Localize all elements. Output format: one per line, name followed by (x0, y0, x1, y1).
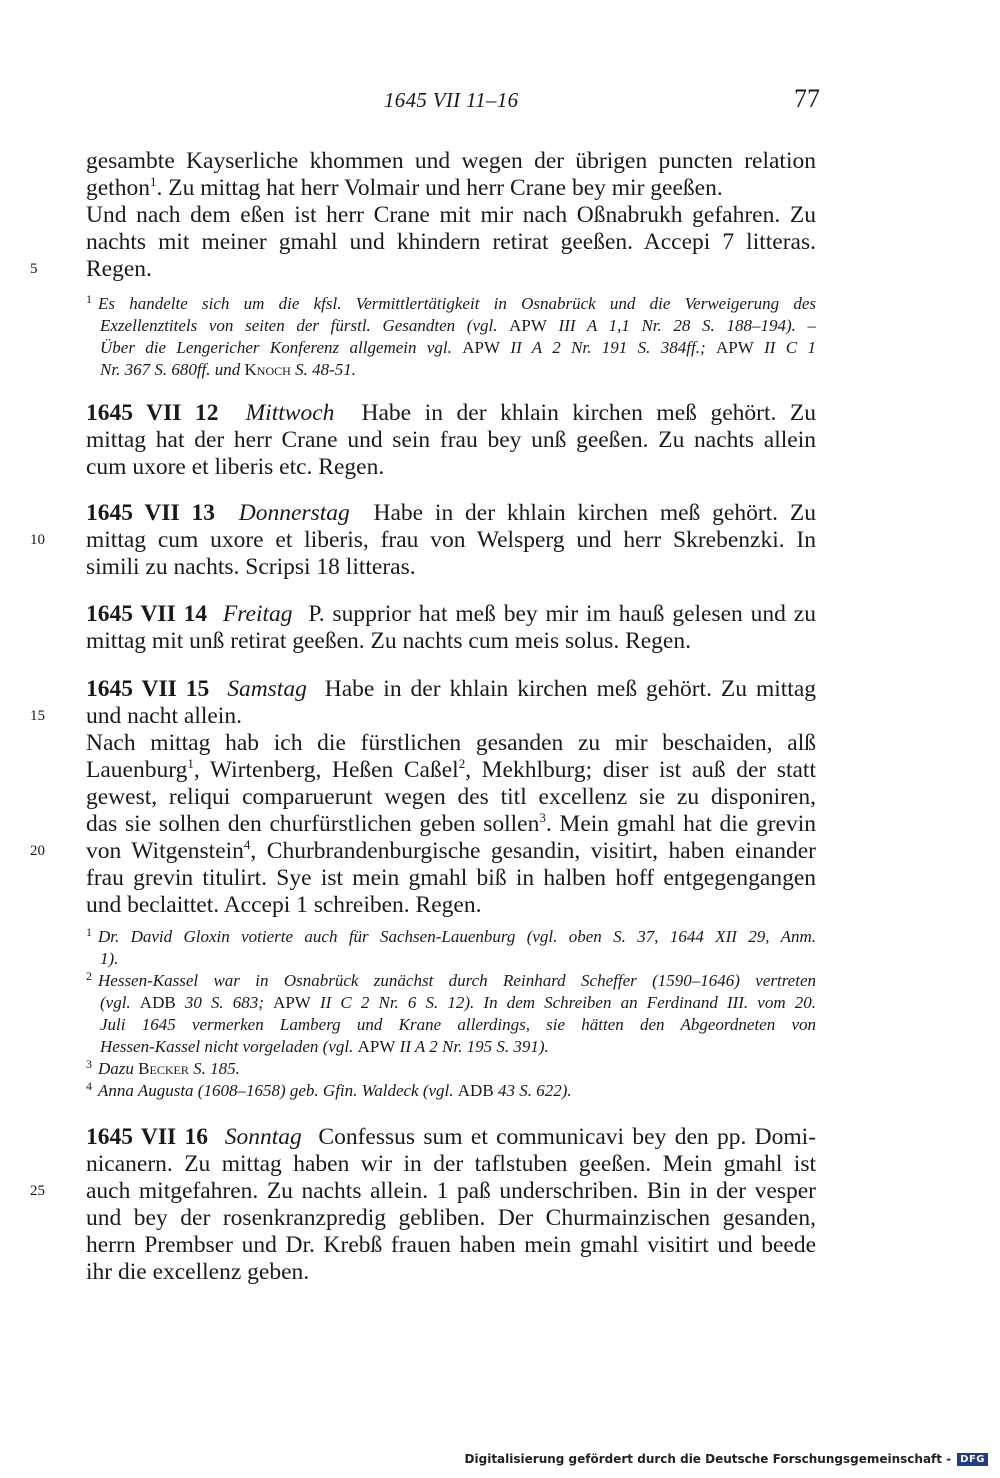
footnote-line: $^1$ Es handelte sich um die kfsl. Vermittlertätigkeit in Osnabrück und die Verweigerung des (86, 292, 816, 313)
entry-heading-line: 1645 VII 15 Samstag Habe in der khlain kirchen meß gehört. Zu mittag (86, 676, 817, 702)
text-line: nicanern. Zu mittag haben wir in der taflstuben geeßen. Mein gmahl ist (86, 1151, 816, 1177)
text-line: Regen. (86, 256, 152, 282)
text-line: ihr die excellenz geben. (86, 1259, 310, 1285)
entry-date: 1645 VII 16 (86, 1124, 209, 1150)
margin-line-number: 20 (30, 843, 45, 859)
text-line: und bey der rosenkranzpredig gebliben. Der Churmainzischen gesanden, (86, 1205, 816, 1231)
footnote-ref: 2 (458, 756, 466, 772)
footnote-line: Juli 1645 vermerken Lamberg und Krane allerdings, sie hätten den Abgeordneten von (100, 1015, 816, 1034)
entry-weekday: Donnerstag (238, 500, 350, 526)
footnote-line: 1). (100, 949, 119, 968)
page-number: 77 (794, 84, 820, 113)
footer-text: Digitalisierung gefördert durch die Deutsche Forschungsgemeinschaft - (464, 1452, 952, 1466)
text-line: gewest, reliqui comparuerunt wegen des titl excellenz sie zu disponiren, (86, 784, 816, 810)
footnote-ref: 1 (187, 756, 194, 772)
footnote-line: Hessen-Kassel nicht vorgeladen (vgl. APW II A 2 Nr. 195 S. 391). (100, 1037, 549, 1056)
text-line: Und nach dem eßen ist herr Crane mit mir nach Oßnabrukh gefahren. Zu (86, 202, 816, 228)
text-line: mittag hat der herr Crane und sein frau bey unß geeßen. Zu nachts allein (86, 427, 816, 453)
footnote-line: $^1$ Dr. David Gloxin votierte auch für Sachsen-Lauenburg (vgl. oben S. 37, 1644 XII 29, Anm. (86, 925, 816, 946)
margin-line-number: 10 (30, 532, 45, 548)
text-line: herrn Prembser und Dr. Krebß frauen haben mein gmahl visitirt und beede (86, 1232, 816, 1258)
text-line: auch mitgefahren. Zu nachts allein. 1 paß underschriben. Bin in der vesper (86, 1178, 816, 1204)
running-head: 1645 VII 11–16 (384, 88, 519, 112)
footnote-line: (vgl. ADB 30 S. 683; APW II C 2 Nr. 6 S. 12). In dem Schreiben an Ferdinand III. vom 20. (100, 993, 816, 1012)
footnote-line: Nr. 367 S. 680ff. und Knoch S. 48-51. (100, 360, 356, 379)
text-line: gesambte Kayserliche khommen und wegen der übrigen puncten relation (86, 148, 816, 174)
entry-heading-line: 1645 VII 12 Mittwoch Habe in der khlain kirchen meß gehört. Zu (86, 400, 817, 426)
entry-date: 1645 VII 14 (86, 601, 208, 627)
footnote-line: $^2$ Hessen-Kassel war in Osnabrück zunächst durch Reinhard Scheffer (1590–1646) vertreten (86, 969, 816, 990)
footnote-line: $^4$ Anna Augusta (1608–1658) geb. Gfin. Waldeck (vgl. ADB 43 S. 622). (86, 1079, 572, 1100)
entry-weekday: Freitag (222, 601, 293, 627)
footnote-line: Exzellenztitels von seiten der fürstl. Gesandten (vgl. APW III A 1,1 Nr. 28 S. 188–194). – (100, 316, 816, 335)
margin-line-number: 25 (30, 1183, 45, 1199)
text-line: von Witgenstein$^4$, Churbrandenburgische gesandin, visitirt, haben einander (86, 837, 816, 864)
margin-line-number: 5 (30, 261, 38, 277)
text-line: das sie solhen den churfürstlichen geben sollen$^3$. Mein gmahl hat die grevin (86, 810, 816, 837)
text-line: simili zu nachts. Scripsi 18 litteras. (86, 554, 416, 580)
entry-weekday: Mittwoch (245, 400, 335, 426)
text-line: mittag mit unß retirat geeßen. Zu nachts cum meis solus. Regen. (86, 628, 691, 654)
text-line: nachts mit meiner gmahl und khindern retirat geeßen. Accepi 7 litteras. (86, 229, 816, 255)
entry-heading-line: 1645 VII 16 Sonntag Confessus sum et communicavi bey den pp. Domi- (86, 1124, 817, 1150)
digitization-footer (465, 1452, 988, 1466)
text-line: frau grevin titulirt. Sye ist mein gmahl biß in halben hoff entgegengangen (86, 865, 816, 891)
text-line: Lauenburg$^1$, Wirtenberg, Heßen Caßel$^2$, Mekhlburg; diser ist auß der statt (86, 756, 816, 783)
entry-weekday: Samstag (227, 676, 307, 702)
entry-weekday: Sonntag (224, 1124, 302, 1150)
dfg-logo: DFG (957, 1453, 988, 1466)
entry-date: 1645 VII 15 (86, 676, 210, 702)
entry-heading-line: 1645 VII 13 Donnerstag Habe in der khlain kirchen meß gehört. Zu (86, 500, 817, 526)
text-line: und beclaittet. Accepi 1 schreiben. Regen. (86, 892, 482, 918)
footnote-ref: 3 (539, 810, 546, 826)
footnote-line: $^3$ Dazu Becker S. 185. (86, 1057, 240, 1078)
entry-date: 1645 VII 13 (86, 500, 216, 526)
margin-line-number: 15 (30, 708, 45, 724)
text-line: gethon$^1$. Zu mittag hat herr Volmair und herr Crane bey mir geeßen. (86, 174, 723, 201)
footnote-line: Über die Lengericher Konferenz allgemein vgl. APW II A 2 Nr. 191 S. 384ff.; APW II C 1 (100, 338, 816, 357)
text-line: und nacht allein. (86, 703, 242, 729)
text-line: mittag cum uxore et liberis, frau von Welsperg und herr Skrebenzki. In (86, 527, 816, 553)
footnote-ref: 1 (149, 174, 157, 190)
entry-date: 1645 VII 12 (86, 400, 219, 426)
entry-heading-line: 1645 VII 14 Freitag P. supprior hat meß bey mir im hauß gelesen und zu (86, 601, 816, 627)
text-line: Nach mittag hab ich die fürstlichen gesanden zu mir beschaiden, alß (86, 730, 816, 756)
footnote-ref: 4 (243, 837, 251, 853)
text-line: cum uxore et liberis etc. Regen. (86, 454, 385, 480)
